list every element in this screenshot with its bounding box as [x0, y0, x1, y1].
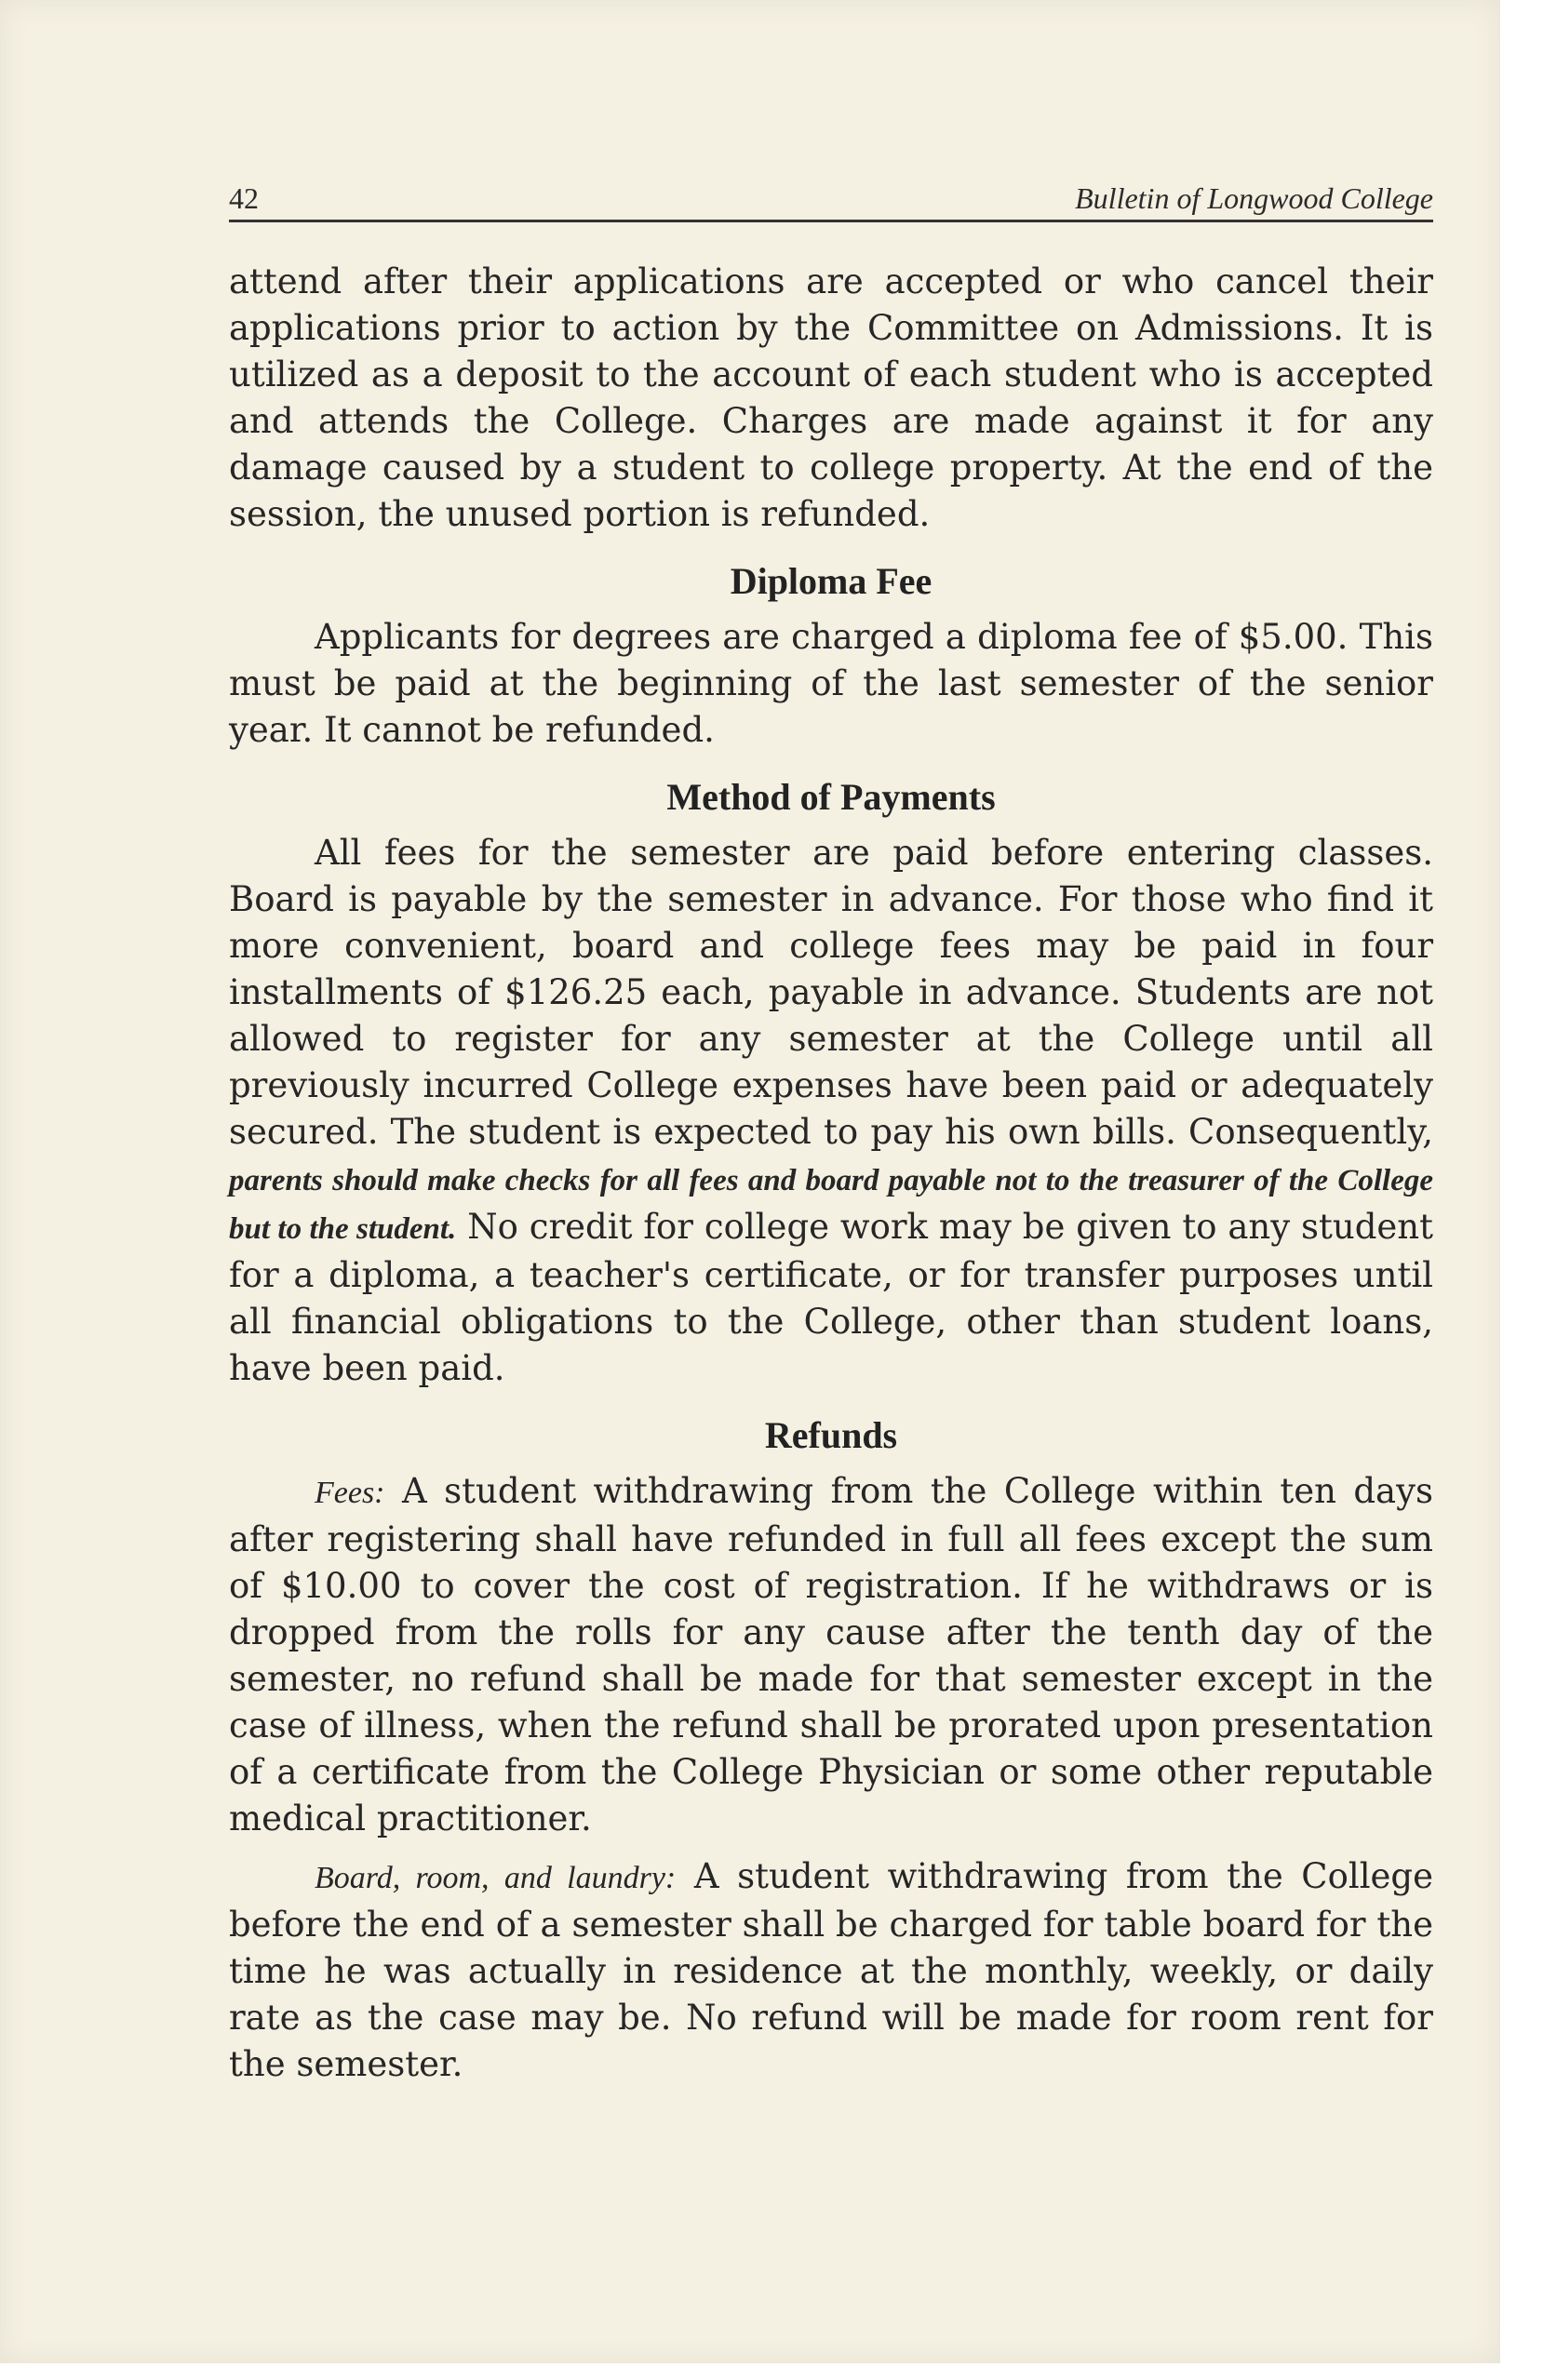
method-of-payments-heading: Method of Payments — [666, 776, 996, 818]
board-text: A student withdrawing from the College before the end of a semester shall be charged for table board for the time he was actually in residence at the monthly, weekly, or daily rate as the case may be. No refund will be made for room rent for the semester. — [229, 1856, 1434, 2084]
intro-paragraph: attend after their applications are accepted or who cancel their applications prior to action by the Committee on Admissions. It is utilized as a deposit to the account of each student who is accepted and attends the College. Charges are made against it for any damage caused by a student to college property. At the end of the session, the unused portion is refunded. — [229, 261, 1433, 534]
fees-text: A student withdrawing from the College within ten days after registering shall have refunded in full all fees except the sum of $10.00 to cover the cost of registration. If he withdraws or is dropped from the rolls for any cause after the tenth day of the semester, no refund shall be made for that semester except in the case of illness, when the refund shall be prorated upon presentation of a certificate from the College Physician or some other reputable medical practitioner. — [229, 1471, 1434, 1838]
refunds-fees-paragraph — [229, 1468, 1433, 1842]
payments-text-after: No credit for college work may be given to any student for a diploma, a teacher's certificate, or for transfer purposes until all financial obligations to the College, other than student loans, have been paid. — [229, 1207, 1434, 1388]
diploma-fee-paragraph: Applicants for degrees are charged a diploma fee of $5.00. This must be paid at the beginning of the last semester of the senior year. It cannot be refunded. — [229, 617, 1433, 750]
page-body — [229, 259, 1433, 2088]
fees-lead: Fees: — [315, 1476, 385, 1510]
board-lead: Board, room, and laundry: — [315, 1861, 677, 1895]
page-header — [229, 177, 1433, 222]
refunds-board-paragraph — [229, 1853, 1433, 2088]
payments-text-before: All fees for the semester are paid before entering classes. Board is payable by the semester in advance. For those who find it more convenient, board and college fees may be paid in four installments of $126.25 each, payable in advance. Students are not allowed to register for any semester at the College until all previously incurred College expenses have been paid or adequately secured. The student is expected to pay his own bills. Consequently, — [229, 833, 1433, 1152]
diploma-fee-heading: Diploma Fee — [730, 560, 933, 602]
payments-italic-note: parents should make checks for all fees and board payable not to the treasurer of the College but to the student. — [229, 1164, 1433, 1246]
method-of-payments-paragraph — [229, 830, 1433, 1392]
refunds-heading: Refunds — [764, 1414, 898, 1456]
running-title: Bulletin of Longwood College — [1075, 181, 1433, 215]
page-number: 42 — [229, 181, 259, 215]
